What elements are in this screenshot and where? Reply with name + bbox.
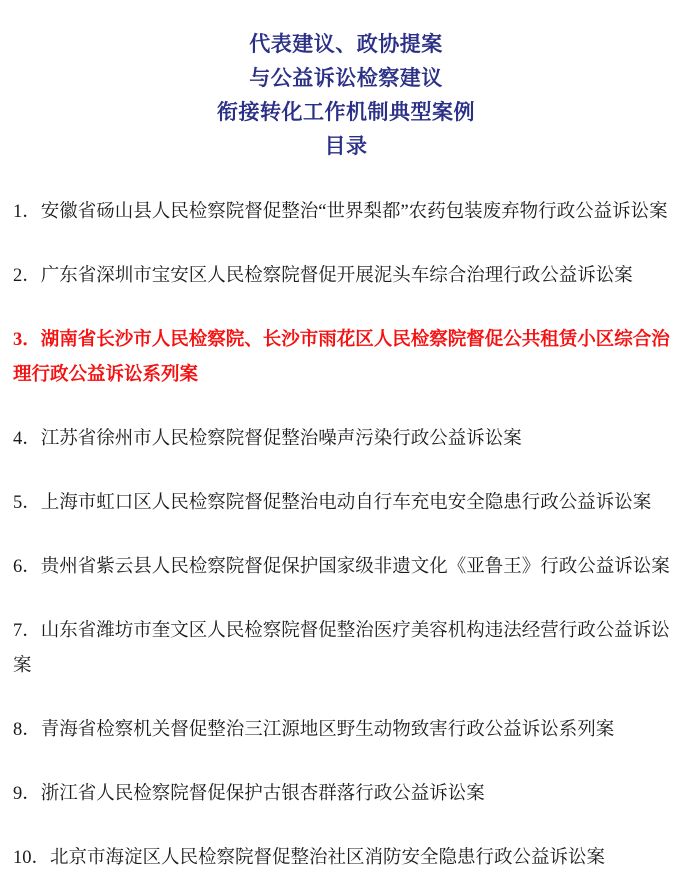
toc-item-1 bbox=[13, 195, 679, 230]
toc-item-line: 3．湖南省长沙市人民检察院、长沙市雨花区人民检察院督促公共租赁小区综合治 bbox=[13, 330, 670, 350]
toc-item-line: 7．山东省潍坊市奎文区人民检察院督促整治医疗美容机构违法经营行政公益诉讼 bbox=[13, 621, 670, 641]
toc-item-line: 5．上海市虹口区人民检察院督促整治电动自行车充电安全隐患行政公益诉讼案 bbox=[13, 493, 652, 513]
toc-item-6 bbox=[13, 550, 679, 585]
toc-item-9 bbox=[13, 777, 679, 812]
toc-item-line: 4．江苏省徐州市人民检察院督促整治噪声污染行政公益诉讼案 bbox=[13, 429, 522, 449]
toc-heading: 目录 bbox=[324, 135, 368, 158]
title-line-1: 代表建议、政协提案 bbox=[249, 33, 443, 56]
toc-item-10 bbox=[13, 841, 679, 876]
toc-item-line: 理行政公益诉讼系列案 bbox=[13, 365, 199, 385]
toc-item-3 bbox=[13, 323, 679, 393]
toc-item-4 bbox=[13, 422, 679, 457]
toc-item-8 bbox=[13, 713, 679, 748]
toc-item-line: 6．贵州省紫云县人民检察院督促保护国家级非遗文化《亚鲁王》行政公益诉讼案 bbox=[13, 557, 670, 577]
document-title-block bbox=[0, 0, 692, 164]
title-line-3: 衔接转化工作机制典型案例 bbox=[217, 101, 475, 124]
toc-item-line: 案 bbox=[13, 656, 32, 676]
toc-item-line: 1．安徽省砀山县人民检察院督促整治“世界梨都”农药包装废弃物行政公益诉讼案 bbox=[13, 202, 668, 222]
toc-item-line: 9．浙江省人民检察院督促保护古银杏群落行政公益诉讼案 bbox=[13, 784, 485, 804]
toc-item-7 bbox=[13, 614, 679, 684]
toc-item-line: 8．青海省检察机关督促整治三江源地区野生动物致害行政公益诉讼系列案 bbox=[13, 720, 615, 740]
toc-list bbox=[0, 195, 692, 876]
toc-item-5 bbox=[13, 486, 679, 521]
toc-item-line: 2．广东省深圳市宝安区人民检察院督促开展泥头车综合治理行政公益诉讼案 bbox=[13, 266, 633, 286]
toc-item-2 bbox=[13, 259, 679, 294]
title-line-2: 与公益诉讼检察建议 bbox=[249, 67, 443, 90]
toc-item-line: 10．北京市海淀区人民检察院督促整治社区消防安全隐患行政公益诉讼案 bbox=[13, 848, 606, 868]
